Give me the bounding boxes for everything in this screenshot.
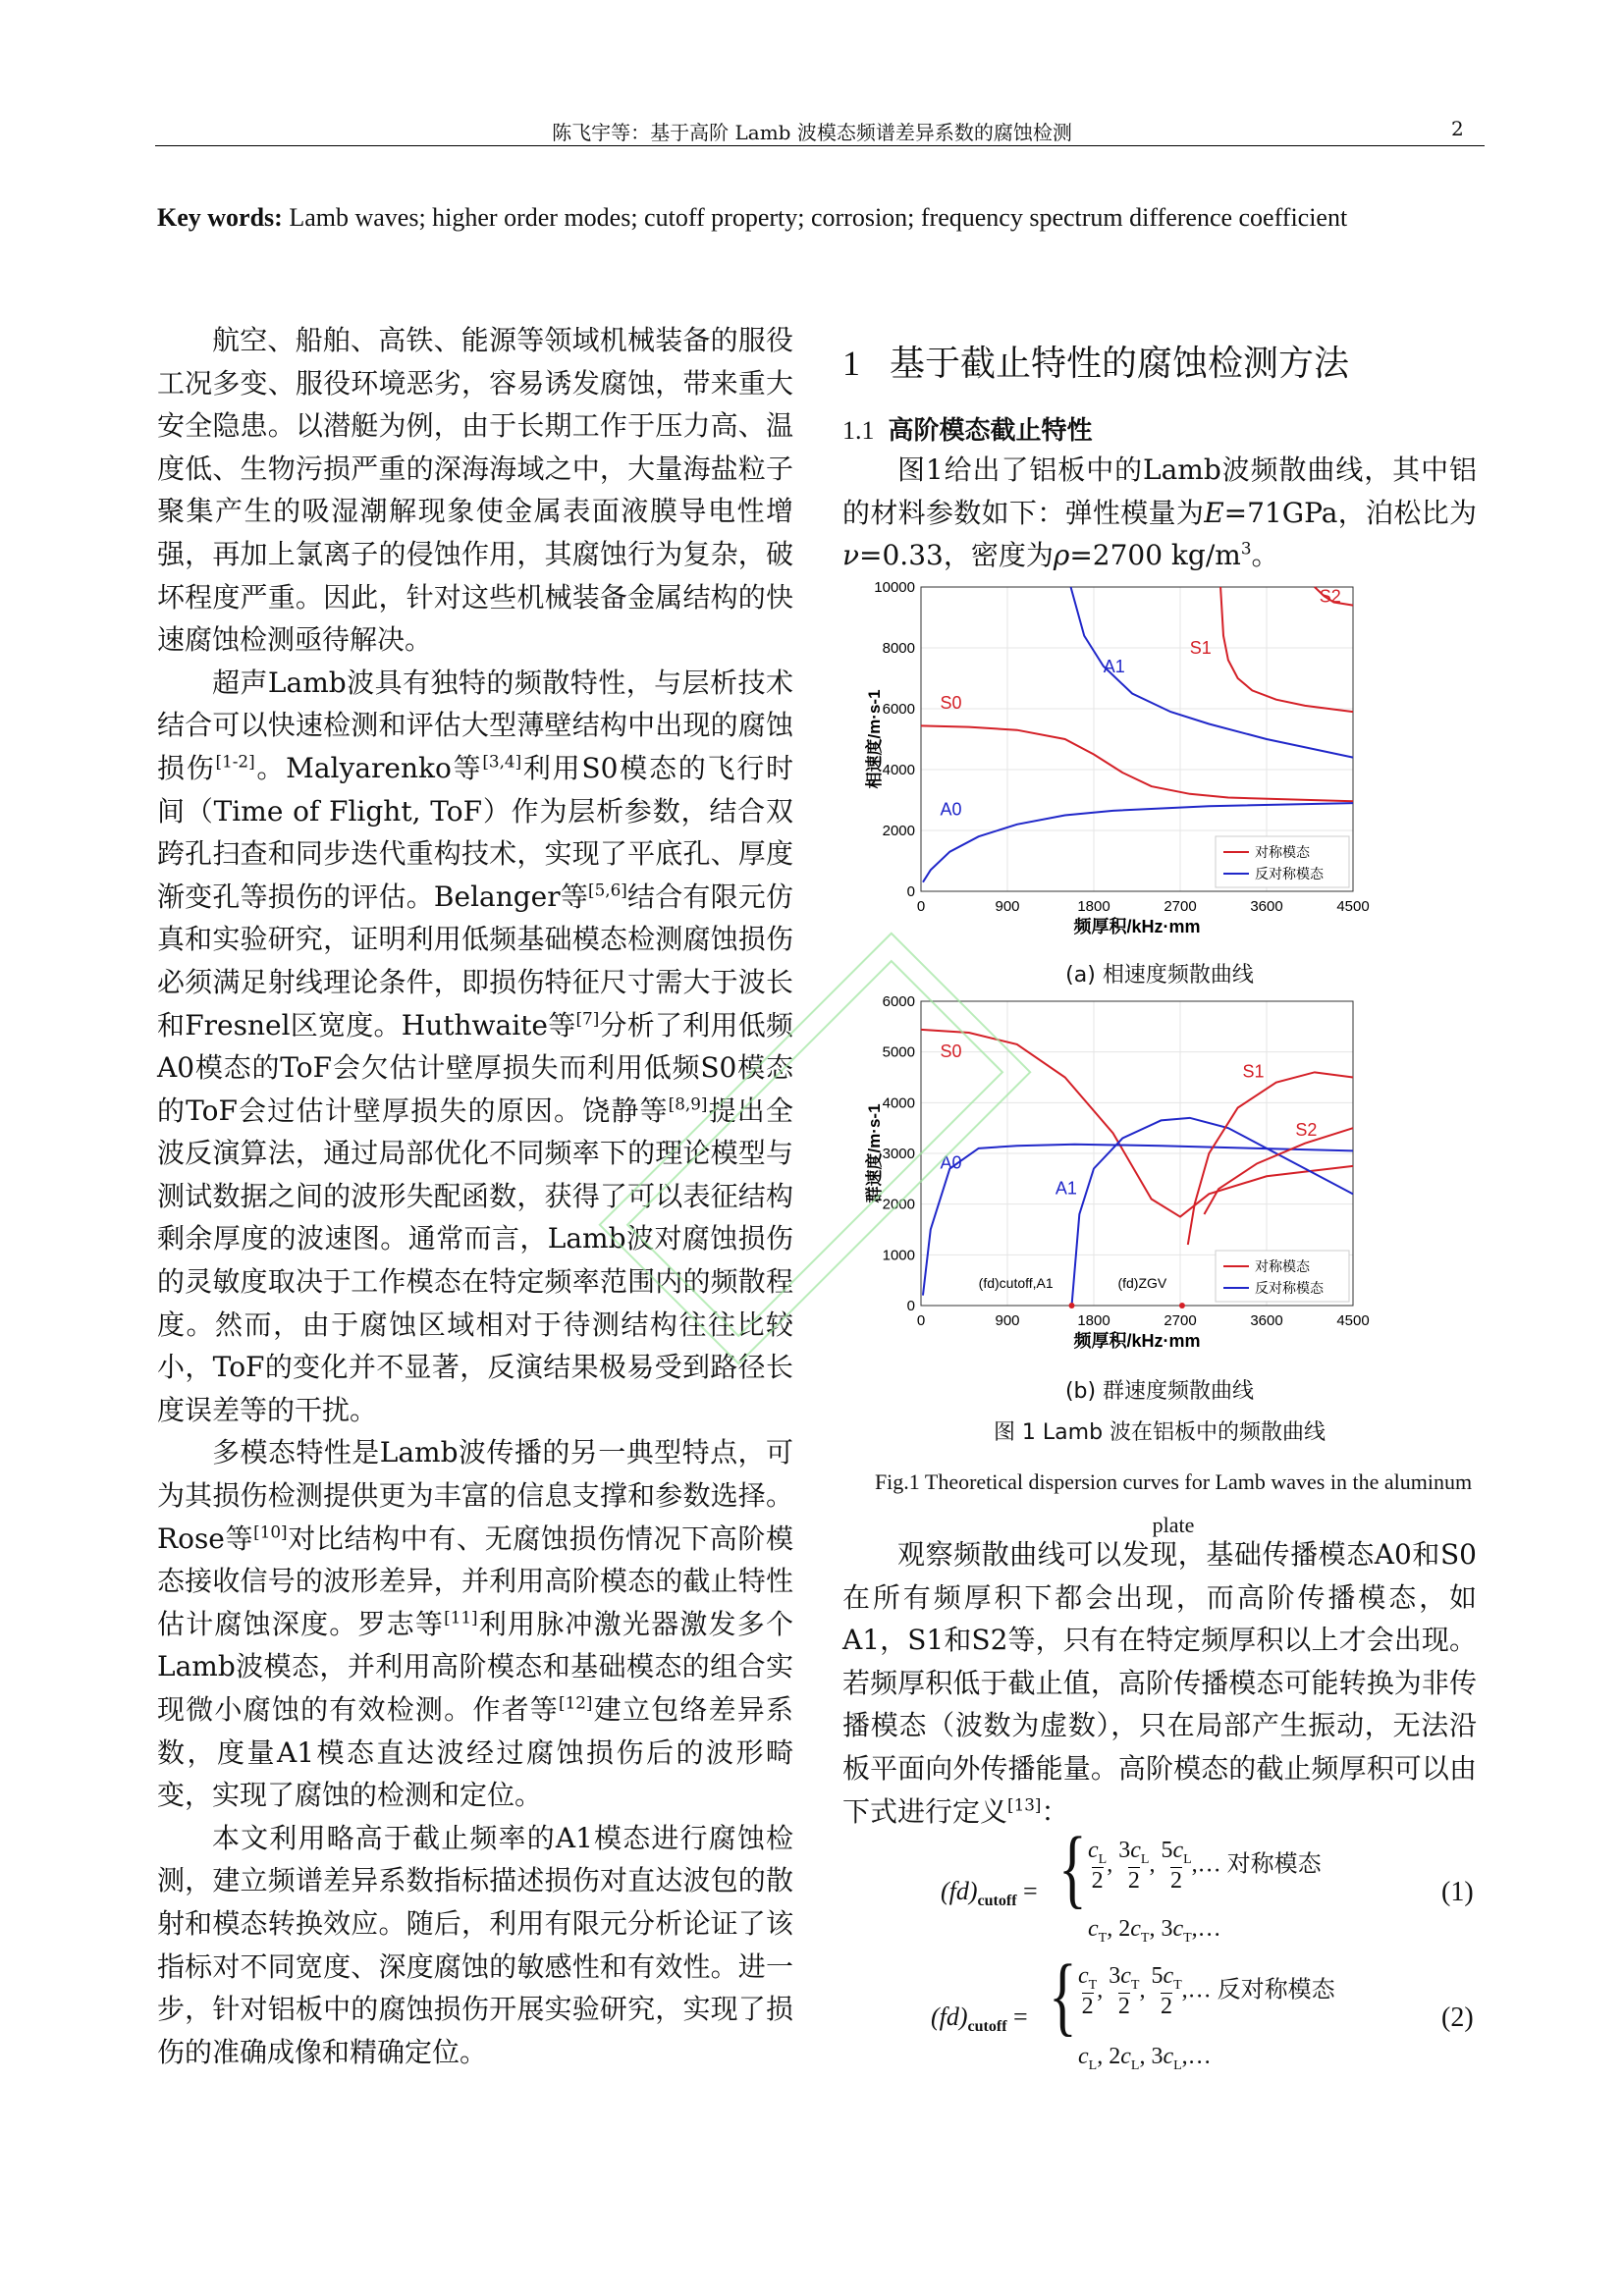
eq1-sub: cutoff: [977, 1893, 1017, 1910]
x-tick-label: 4500: [1336, 1312, 1370, 1329]
page-number: 2: [1451, 117, 1464, 140]
x-axis-label: 频厚积/kHz·mm: [1073, 1331, 1201, 1351]
y-tick-label: 0: [906, 1298, 915, 1314]
keywords: [157, 198, 1467, 238]
intro-paragraph-3: 多模态特性是Lamb波传播的另一典型特点，可为其损伤检测提供更为丰富的信息支撑和参数选择。Rose等[10]对比结构中有、无腐蚀损伤情况下高阶模态接收信号的波形差异，并利用高阶模态的截止特性估计腐蚀深度。罗志等[11]利用脉冲激光器激发多个Lamb波模态，并利用高阶模态和基础模态的组合实现微小腐蚀的有效检测。作者等[12]建立包络差异系数，度量A1模态直达波经过腐蚀损伤后的波形畸变，实现了腐蚀的检测和定位。: [157, 1436, 793, 1812]
y-tick-label: 6000: [882, 993, 915, 1010]
keywords-text: Lamb waves; higher order modes; cutoff property; corrosion; frequency spectrum difference coefficient: [289, 203, 1348, 232]
figure-caption-a: (a) 相速度频散曲线: [1065, 963, 1254, 988]
intro-paragraph-2: 超声Lamb波具有独特的频散特性，与层析技术结合可以快速检测和评估大型薄壁结构中出现的腐蚀损伤[1-2]。Malyarenko等[3,4]利用S0模态的飞行时间（Time of Flight, ToF）作为层析参数，结合双跨孔扫查和同步迭代重构技术，实现了平底孔、厚度渐变孔等损伤的评估。Belanger等[5,6]结合有限元仿真和实验研究，证明利用低频基础模态检测腐蚀损伤必须满足射线理论条件，即损伤特征尺寸需大于波长和Fresnel区宽度。Huthwaite等[7]分析了利用低频A0模态的ToF会欠估计壁厚损失而利用低频S0模态的ToF会过估计壁厚损失的原因。饶静等[8,9]提出全波反演算法，通过局部优化不同频率下的理论模型与测试数据之间的波形失配函数，获得了可以表征结构剩余厚度的波速图。通常而言，Lamb波对腐蚀损伤的灵敏度取决于工作模态在特定频率范围内的频散程度。然而，由于腐蚀区域相对于待测结构往往比较小，ToF的变化并不显著，反演结果极易受到路径长度误差等的干扰。: [157, 666, 793, 1426]
figure-title-cn: 图 1 Lamb 波在铝板中的频散曲线: [993, 1420, 1326, 1445]
series-line-S0: [921, 725, 1353, 801]
x-tick-label: 900: [995, 1312, 1020, 1329]
section-paragraph-2: 观察频散曲线可以发现，基础传播模态A0和S0在所有频厚积下都会出现，而高阶传播模态，如A1，S1和S2等，只有在特定频厚积以上才会出现。若频厚积低于截止值，高阶传播模态可能转换为非传播模态（波数为虚数），只在局部产生振动，无法沿板平面向外传播能量。高阶模态的截止频厚积可以由下式进行定义[13]：: [842, 1538, 1477, 1828]
series-line-S2: [1204, 1128, 1353, 1214]
x-tick-label: 4500: [1336, 898, 1370, 915]
eq2-sub: cutoff: [967, 2018, 1007, 2036]
annotation-zgv: (fd)ZGV: [1117, 1274, 1167, 1291]
series-label-S0: S0: [940, 693, 962, 713]
legend-label: 反对称模态: [1255, 1280, 1324, 1296]
y-tick-label: 1000: [882, 1247, 915, 1264]
x-axis-label: 频厚积/kHz·mm: [1073, 917, 1201, 936]
x-tick-label: 900: [995, 898, 1020, 915]
figure-title-en: Fig.1 Theoretical dispersion curves for Lamb waves in the aluminum plate: [874, 1469, 1473, 1537]
section-paragraph-1: 图1给出了铝板中的Lamb波频散曲线，其中铝的材料参数如下：弹性模量为E=71GPa，泊松比为ν=0.33，密度为ρ=2700 $kg/m^3$。: [842, 454, 1477, 572]
y-tick-label: 4000: [882, 762, 915, 778]
figure-caption-b: (b) 群速度频散曲线: [1064, 1379, 1255, 1404]
y-tick-label: 2000: [882, 823, 915, 839]
x-tick-label: 2700: [1164, 898, 1197, 915]
eq1-lhs: (fd): [941, 1877, 978, 1905]
y-axis-label: 相速度/m·s-1: [865, 689, 884, 789]
series-label-A1: A1: [1055, 1178, 1077, 1199]
x-tick-label: 1800: [1077, 1312, 1110, 1329]
eq2-number: (2): [1441, 2002, 1474, 2033]
eq2-label: 反对称模态: [1217, 1975, 1335, 2003]
series-label-S1: S1: [1242, 1061, 1265, 1082]
annotation-cutoff-a1: (fd)cutoff,A1: [978, 1274, 1054, 1291]
x-tick-label: 3600: [1250, 1312, 1283, 1329]
eq1-number: (1): [1441, 1877, 1474, 1907]
y-tick-label: 8000: [882, 640, 915, 657]
eq1-label: 对称模态: [1226, 1849, 1322, 1878]
y-tick-label: 3000: [882, 1146, 915, 1162]
marker-cutoff-a1: [1069, 1303, 1075, 1308]
legend-label: 对称模态: [1255, 1258, 1310, 1274]
introduction-column: [157, 319, 793, 2073]
series-label-A0: A0: [940, 1152, 962, 1173]
subsection-heading: 1.1 高阶模态截止特性: [842, 416, 1093, 446]
x-tick-label: 1800: [1077, 898, 1110, 915]
x-tick-label: 3600: [1250, 898, 1283, 915]
series-label-A1: A1: [1103, 656, 1125, 676]
eq2-lhs: (fd): [931, 2002, 968, 2031]
y-axis-label: 群速度/m·s-1: [865, 1103, 884, 1203]
y-tick-label: 6000: [882, 701, 915, 718]
marker-zgv: [1179, 1303, 1185, 1308]
series-label-S2: S2: [1295, 1119, 1318, 1140]
x-tick-label: 0: [916, 1312, 926, 1329]
series-line-S0: [921, 1030, 1353, 1217]
legend-label: 反对称模态: [1255, 866, 1324, 881]
intro-paragraph-1: 航空、船舶、高铁、能源等领域机械装备的服役工况多变、服役环境恶劣，容易诱发腐蚀，带来重大安全隐患。以潜艇为例，由于长期工作于压力高、温度低、生物污损严重的深海海域之中，大量海盐粒子聚集产生的吸湿潮解现象使金属表面液膜导电性增强，再加上氯离子的侵蚀作用，其腐蚀行为复杂，破坏程度严重。因此，针对这些机械装备金属结构的快速腐蚀检测亟待解决。: [157, 324, 793, 657]
series-label-S2: S2: [1319, 586, 1341, 607]
series-label-A0: A0: [940, 799, 962, 820]
phase-velocity-chart: [864, 579, 1453, 957]
x-tick-label: 2700: [1164, 1312, 1197, 1329]
y-tick-label: 4000: [882, 1095, 915, 1112]
header-rule: [155, 145, 1485, 146]
x-tick-label: 0: [916, 898, 926, 915]
y-tick-label: 10000: [874, 579, 915, 596]
y-tick-label: 0: [906, 883, 915, 900]
keywords-label: Key words:: [157, 203, 283, 232]
legend-label: 对称模态: [1255, 844, 1310, 860]
intro-paragraph-4: 本文利用略高于截止频率的A1模态进行腐蚀检测，建立频谱差异系数指标描述损伤对直达波包的散射和模态转换效应。随后，利用有限元分析论证了该指标对不同宽度、深度腐蚀的敏感性和有效性。进一步，针对铝板中的腐蚀损伤开展实验研究，实现了损伤的准确成像和精确定位。: [157, 1821, 793, 2068]
series-label-S1: S1: [1189, 638, 1212, 659]
y-tick-label: 2000: [882, 1196, 915, 1213]
running-header-title: 陈飞宇等：基于高阶 Lamb 波模态频谱差异系数的腐蚀检测: [552, 121, 1072, 144]
section-heading: 1 基于截止特性的腐蚀检测方法: [842, 344, 1350, 384]
y-tick-label: 5000: [882, 1043, 915, 1061]
group-velocity-chart: [864, 993, 1453, 1371]
series-label-S0: S0: [940, 1041, 962, 1061]
